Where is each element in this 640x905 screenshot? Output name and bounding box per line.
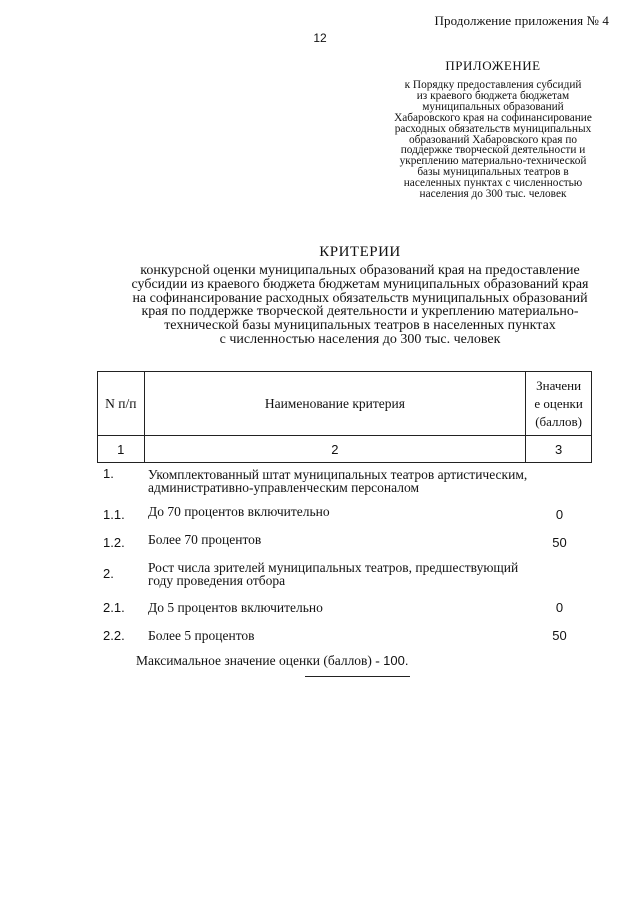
row-text: Более 5 процентов bbox=[148, 628, 255, 643]
row-number: 1. bbox=[103, 466, 114, 481]
appendix-line: из краевого бюджета бюджетам bbox=[416, 89, 570, 102]
header-value bbox=[526, 372, 592, 436]
row-value: 0 bbox=[555, 507, 564, 522]
maximum-score-note bbox=[136, 653, 408, 669]
header-num: N п/п bbox=[98, 372, 145, 436]
appendix-line: расходных обязательств муниципальных bbox=[394, 122, 592, 135]
subtitle-line: субсидии из краевого бюджета бюджетам муниципальных образований края bbox=[131, 276, 589, 292]
subtitle-line: с численностью населения до 300 тыс. человек bbox=[219, 331, 501, 347]
row-text: До 5 процентов включительно bbox=[148, 600, 323, 615]
header-value-line: (баллов) bbox=[535, 413, 582, 429]
end-divider bbox=[305, 676, 410, 677]
row-number: 2. bbox=[103, 566, 114, 581]
appendix-line: образований Хабаровского края по bbox=[408, 133, 578, 146]
row-text: Рост числа зрителей муниципальных театров, предшествующий bbox=[148, 560, 519, 575]
appendix-line: населенных пунктах с численностью bbox=[403, 177, 583, 190]
subtitle-line: на софинансирование расходных обязательств муниципальных образований bbox=[132, 290, 588, 306]
index-cell: 3 bbox=[526, 436, 592, 463]
table-header-row bbox=[98, 372, 592, 436]
row-number: 1.2. bbox=[103, 535, 125, 550]
appendix-line: укреплению материально-технической bbox=[399, 155, 587, 168]
row-number: 1.1. bbox=[103, 507, 125, 522]
row-value: 50 bbox=[552, 628, 567, 643]
row-text: Более 70 процентов bbox=[148, 532, 262, 547]
row-number: 2.1. bbox=[103, 600, 125, 615]
header-value-line: Значени bbox=[536, 377, 582, 393]
subtitle-line: технической базы муниципальных театров в населенных пунктах bbox=[164, 318, 556, 334]
appendix-line: к Порядку предоставления субсидий bbox=[404, 79, 582, 91]
index-cell: 2 bbox=[144, 436, 526, 463]
row-value: 0 bbox=[555, 600, 564, 615]
appendix-line: поддержке творческой деятельности и bbox=[400, 144, 586, 157]
row-text: До 70 процентов включительно bbox=[148, 504, 330, 519]
index-cell: 1 bbox=[98, 436, 145, 463]
maximum-label: Максимальное значение оценки (баллов) - bbox=[136, 653, 384, 668]
appendix-title: ПРИЛОЖЕНИЕ bbox=[445, 58, 541, 73]
row-text: Укомплектованный штат муниципальных театров артистическим, bbox=[148, 467, 528, 482]
appendix-line: Хабаровского края на софинансирование bbox=[394, 111, 592, 124]
criteria-table bbox=[97, 371, 592, 463]
row-text: году проведения отбора bbox=[148, 573, 286, 588]
page-number: 12 bbox=[313, 31, 327, 45]
criteria-title: КРИТЕРИИ bbox=[319, 244, 401, 260]
subtitle-line: края по поддержке творческой деятельности и укреплению материально- bbox=[141, 304, 579, 320]
appendix-line: базы муниципальных театров в bbox=[417, 166, 569, 179]
header-value-line: е оценки bbox=[534, 395, 583, 411]
row-value: 50 bbox=[552, 535, 567, 550]
row-text: административно-управленческим персоналом bbox=[148, 480, 419, 495]
subtitle-line: конкурсной оценки муниципальных образований края на предоставление bbox=[140, 263, 580, 278]
maximum-value: 100. bbox=[383, 653, 409, 668]
appendix-line: муниципальных образований bbox=[422, 100, 564, 113]
criteria-subtitle bbox=[60, 264, 640, 347]
appendix-block bbox=[376, 58, 610, 200]
header-name: Наименование критерия bbox=[144, 372, 526, 436]
continuation-note: Продолжение приложения № 4 bbox=[434, 13, 609, 28]
row-number: 2.2. bbox=[103, 628, 125, 643]
table-index-row bbox=[98, 436, 592, 463]
appendix-line: населения до 300 тыс. человек bbox=[419, 188, 567, 201]
